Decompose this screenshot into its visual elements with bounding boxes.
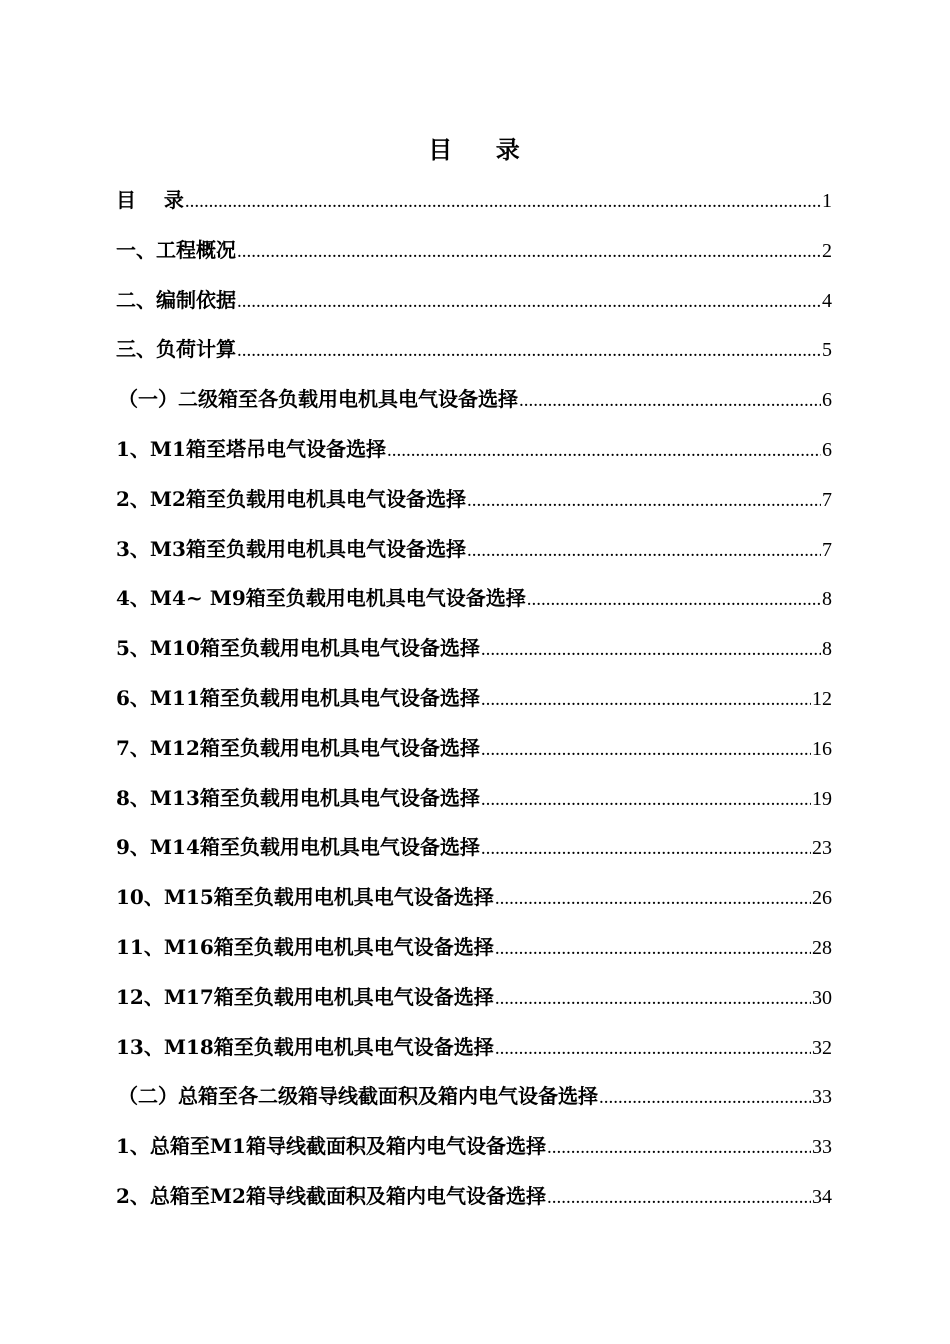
- toc-dot-leader: [495, 931, 811, 967]
- toc-entry[interactable]: [116, 580, 832, 630]
- toc-entry-label: 9、M14箱至负载用电机具电气设备选择: [116, 835, 480, 860]
- toc-dot-leader: [237, 234, 821, 270]
- toc-dot-leader: [527, 582, 821, 618]
- toc-entry-page: 33: [812, 1136, 832, 1159]
- toc-entry-page: 1: [822, 190, 832, 212]
- toc-entry[interactable]: [116, 1178, 832, 1228]
- toc-entry-label: （一）二级箱至各负载用电机具电气设备选择: [118, 387, 518, 412]
- toc-entry-label: 4、M4~ M9箱至负载用电机具电气设备选择: [116, 586, 526, 611]
- toc-dot-leader: [467, 533, 821, 569]
- toc-dot-leader: [599, 1080, 811, 1116]
- toc-entry[interactable]: [116, 630, 832, 680]
- toc-dot-leader: [481, 732, 811, 768]
- toc-entry-page: 5: [822, 339, 832, 362]
- toc-entry-page: 34: [812, 1185, 832, 1208]
- toc-dot-leader: [481, 632, 821, 668]
- toc-entry-page: 30: [812, 986, 832, 1009]
- toc-entry[interactable]: [116, 879, 832, 929]
- toc-entry-page: 8: [822, 588, 832, 611]
- toc-entry-label: 5、M10箱至负载用电机具电气设备选择: [116, 636, 480, 661]
- toc-entry-label: 12、M17箱至负载用电机具电气设备选择: [116, 984, 494, 1009]
- toc-entry-page: 23: [812, 837, 832, 860]
- toc-entry-page: 19: [812, 787, 832, 810]
- toc-entry[interactable]: [116, 481, 832, 531]
- toc-entry-label: 3、M3箱至负载用电机具电气设备选择: [116, 536, 466, 561]
- toc-entry-label: 6、M11箱至负载用电机具电气设备选择: [116, 685, 480, 710]
- toc-entry[interactable]: [116, 531, 832, 581]
- toc-entry-page: 8: [822, 638, 832, 661]
- toc-dot-leader: [519, 383, 821, 419]
- toc-entry-page: 2: [822, 239, 832, 262]
- toc-entry-label: 13、M18箱至负载用电机具电气设备选择: [116, 1034, 494, 1059]
- toc-entry[interactable]: [116, 829, 832, 879]
- toc-entry[interactable]: [116, 979, 832, 1029]
- toc-entry-label: 2、总箱至M2箱导线截面积及箱内电气设备选择: [116, 1183, 546, 1208]
- toc-entry-page: 6: [822, 438, 832, 461]
- toc-entry[interactable]: [116, 282, 832, 332]
- toc-title: 目 录: [428, 135, 522, 164]
- toc-entry[interactable]: [116, 232, 832, 282]
- toc-entry[interactable]: [116, 182, 832, 232]
- toc-entry[interactable]: [116, 1128, 832, 1178]
- toc-entry-page: 6: [822, 389, 832, 412]
- toc-entry-page: 4: [822, 289, 832, 312]
- toc-entry[interactable]: [116, 780, 832, 830]
- toc-entry-label: 目 录: [116, 188, 184, 212]
- toc-entry[interactable]: [116, 929, 832, 979]
- toc-dot-leader: [237, 333, 821, 369]
- toc-entry-page: 28: [812, 936, 832, 959]
- toc-entry-label: 10、M15箱至负载用电机具电气设备选择: [116, 885, 494, 910]
- toc-entry[interactable]: [116, 431, 832, 481]
- toc-entry-page: 32: [812, 1036, 832, 1059]
- toc-entry[interactable]: [116, 331, 832, 381]
- toc-dot-leader: [547, 1130, 811, 1166]
- toc-entry-page: 26: [812, 887, 832, 910]
- toc-dot-leader: [495, 981, 811, 1017]
- toc-entry-label: 7、M12箱至负载用电机具电气设备选择: [116, 735, 480, 760]
- toc-entry-label: （二）总箱至各二级箱导线截面积及箱内电气设备选择: [118, 1084, 598, 1109]
- toc-dot-leader: [547, 1180, 811, 1216]
- toc-entry-label: 2、M2箱至负载用电机具电气设备选择: [116, 486, 466, 511]
- toc-entry-label: 11、M16箱至负载用电机具电气设备选择: [116, 934, 494, 959]
- toc-entry-label: 三、负荷计算: [116, 337, 236, 362]
- toc-dot-leader: [495, 881, 811, 917]
- toc-dot-leader: [481, 782, 811, 818]
- toc-dot-leader: [387, 433, 821, 469]
- toc-entry[interactable]: [116, 1078, 832, 1128]
- toc-dot-leader: [495, 1031, 811, 1067]
- toc-entry-label: 8、M13箱至负载用电机具电气设备选择: [116, 785, 480, 810]
- toc-entry-page: 7: [822, 538, 832, 561]
- toc-entry-label: 二、编制依据: [116, 287, 236, 312]
- toc-entry-label: 1、M1箱至塔吊电气设备选择: [116, 436, 386, 461]
- toc-entry-label: 1、总箱至M1箱导线截面积及箱内电气设备选择: [116, 1134, 546, 1159]
- toc-entry-page: 16: [812, 737, 832, 760]
- toc-entry-page: 33: [812, 1086, 832, 1109]
- toc-dot-leader: [467, 483, 821, 519]
- toc-dot-leader: [481, 831, 811, 867]
- toc-entry[interactable]: [116, 381, 832, 431]
- toc-entry[interactable]: [116, 1029, 832, 1079]
- toc-list: [116, 182, 832, 1228]
- toc-entry-page: 7: [822, 488, 832, 511]
- toc-entry[interactable]: [116, 730, 832, 780]
- toc-dot-leader: [185, 184, 821, 220]
- toc-dot-leader: [237, 284, 821, 320]
- toc-entry-label: 一、工程概况: [116, 237, 236, 262]
- toc-entry-page: 12: [812, 687, 832, 710]
- toc-dot-leader: [481, 682, 811, 718]
- toc-entry[interactable]: [116, 680, 832, 730]
